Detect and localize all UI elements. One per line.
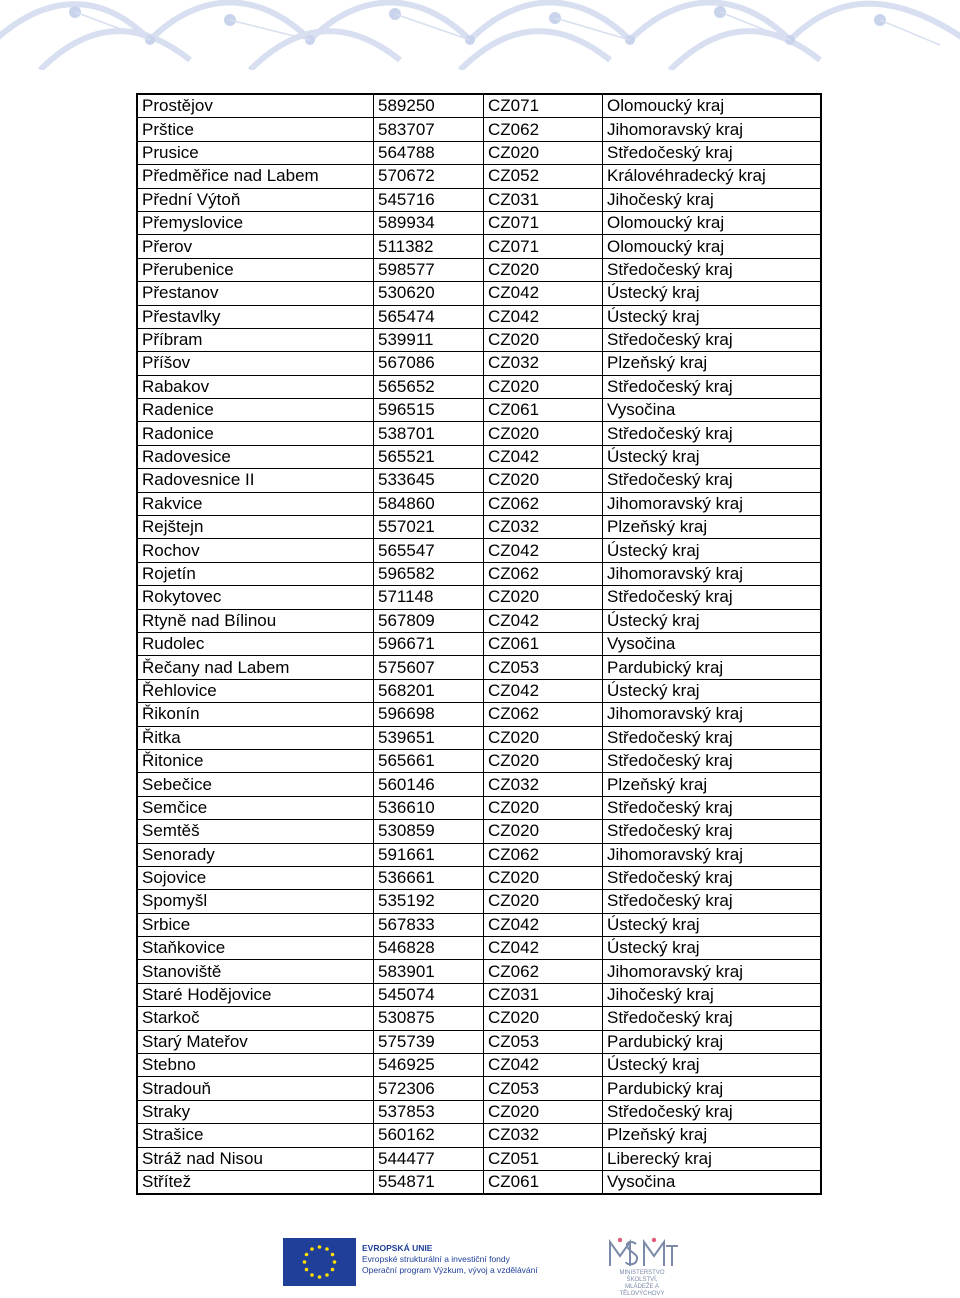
table-row xyxy=(137,1007,821,1030)
eu-star-icon xyxy=(305,1268,309,1272)
table-row xyxy=(137,773,821,796)
municipality-code-cell: 535192 xyxy=(374,890,484,913)
municipality-name-cell: Rokytovec xyxy=(137,586,374,609)
nuts-code-cell: CZ020 xyxy=(484,726,603,749)
municipality-code-cell: 544477 xyxy=(374,1147,484,1170)
region-name-cell: Středočeský kraj xyxy=(603,258,822,281)
nuts-code-cell: CZ042 xyxy=(484,1054,603,1077)
eu-star-icon xyxy=(310,1247,314,1251)
region-name-cell: Vysočina xyxy=(603,399,822,422)
municipality-name-cell: Přerubenice xyxy=(137,258,374,281)
municipality-name-cell: Řikonín xyxy=(137,703,374,726)
municipality-code-cell: 536661 xyxy=(374,866,484,889)
region-name-cell: Jihomoravský kraj xyxy=(603,118,822,141)
municipality-code-cell: 591661 xyxy=(374,843,484,866)
table-row xyxy=(137,820,821,843)
municipality-code-cell: 565547 xyxy=(374,539,484,562)
table-row xyxy=(137,937,821,960)
municipality-name-cell: Řečany nad Labem xyxy=(137,656,374,679)
nuts-code-cell: CZ062 xyxy=(484,703,603,726)
municipality-name-cell: Radenice xyxy=(137,399,374,422)
municipality-code-cell: 575607 xyxy=(374,656,484,679)
region-name-cell: Jihočeský kraj xyxy=(603,983,822,1006)
table-row xyxy=(137,94,821,118)
municipality-name-cell: Starkoč xyxy=(137,1007,374,1030)
municipality-name-cell: Radonice xyxy=(137,422,374,445)
table-row xyxy=(137,141,821,164)
table-row xyxy=(137,305,821,328)
eu-title: EVROPSKÁ UNIE xyxy=(362,1243,433,1253)
ministry-line-2: MLÁDEŽE A TĚLOVÝCHOVY xyxy=(619,1284,665,1297)
table-row xyxy=(137,422,821,445)
eu-star-icon xyxy=(333,1260,337,1264)
table-row xyxy=(137,328,821,351)
municipality-code-cell: 545716 xyxy=(374,188,484,211)
table-row xyxy=(137,539,821,562)
nuts-code-cell: CZ020 xyxy=(484,1007,603,1030)
municipality-name-cell: Stebno xyxy=(137,1054,374,1077)
region-name-cell: Plzeňský kraj xyxy=(603,352,822,375)
municipality-code-cell: 545074 xyxy=(374,983,484,1006)
region-name-cell: Olomoucký kraj xyxy=(603,211,822,234)
eu-star-icon xyxy=(305,1253,309,1257)
municipality-code-cell: 536610 xyxy=(374,796,484,819)
nuts-code-cell: CZ062 xyxy=(484,960,603,983)
municipality-name-cell: Předměřice nad Labem xyxy=(137,165,374,188)
table-row xyxy=(137,1124,821,1147)
ministry-line-1: MINISTERSTVO ŠKOLSTVÍ, xyxy=(619,1270,665,1283)
table-row xyxy=(137,165,821,188)
nuts-code-cell: CZ020 xyxy=(484,258,603,281)
region-name-cell: Středočeský kraj xyxy=(603,141,822,164)
municipality-name-cell: Rejštejn xyxy=(137,516,374,539)
municipality-code-cell: 530875 xyxy=(374,1007,484,1030)
region-name-cell: Plzeňský kraj xyxy=(603,773,822,796)
table-row xyxy=(137,258,821,281)
municipality-code-cell: 546925 xyxy=(374,1054,484,1077)
municipality-code-cell: 554871 xyxy=(374,1170,484,1194)
eu-star-icon xyxy=(318,1275,322,1279)
table-row xyxy=(137,586,821,609)
region-name-cell: Středočeský kraj xyxy=(603,375,822,398)
municipality-name-cell: Stradouň xyxy=(137,1077,374,1100)
municipality-code-cell: 539911 xyxy=(374,328,484,351)
region-name-cell: Vysočina xyxy=(603,1170,822,1194)
table-row xyxy=(137,609,821,632)
region-name-cell: Královéhradecký kraj xyxy=(603,165,822,188)
municipality-code-cell: 583707 xyxy=(374,118,484,141)
municipality-name-cell: Rtyně nad Bílinou xyxy=(137,609,374,632)
table-row xyxy=(137,282,821,305)
region-name-cell: Jihomoravský kraj xyxy=(603,843,822,866)
region-name-cell: Pardubický kraj xyxy=(603,1077,822,1100)
table-row xyxy=(137,1077,821,1100)
table-row xyxy=(137,375,821,398)
municipality-code-cell: 589934 xyxy=(374,211,484,234)
table-row xyxy=(137,1147,821,1170)
nuts-code-cell: CZ062 xyxy=(484,492,603,515)
municipality-name-cell: Příbram xyxy=(137,328,374,351)
municipality-name-cell: Prostějov xyxy=(137,94,374,118)
eu-star-icon xyxy=(331,1253,335,1257)
nuts-code-cell: CZ020 xyxy=(484,796,603,819)
table-row xyxy=(137,983,821,1006)
nuts-code-cell: CZ071 xyxy=(484,94,603,118)
nuts-code-cell: CZ053 xyxy=(484,1030,603,1053)
municipality-name-cell: Rakvice xyxy=(137,492,374,515)
municipality-code-cell: 533645 xyxy=(374,469,484,492)
municipality-name-cell: Přestanov xyxy=(137,282,374,305)
eu-flag-logo xyxy=(283,1238,356,1286)
table-row xyxy=(137,703,821,726)
municipality-name-cell: Přestavlky xyxy=(137,305,374,328)
municipality-code-cell: 565521 xyxy=(374,445,484,468)
municipality-code-cell: 530620 xyxy=(374,282,484,305)
table-row xyxy=(137,492,821,515)
municipality-code-cell: 572306 xyxy=(374,1077,484,1100)
municipality-code-cell: 596515 xyxy=(374,399,484,422)
municipality-code-cell: 596582 xyxy=(374,562,484,585)
table-row xyxy=(137,399,821,422)
table-row xyxy=(137,913,821,936)
nuts-code-cell: CZ020 xyxy=(484,749,603,772)
region-name-cell: Ústecký kraj xyxy=(603,445,822,468)
municipality-code-cell: 565474 xyxy=(374,305,484,328)
municipality-code-cell: 567086 xyxy=(374,352,484,375)
nuts-code-cell: CZ061 xyxy=(484,399,603,422)
table-row xyxy=(137,235,821,258)
region-name-cell: Středočeský kraj xyxy=(603,820,822,843)
nuts-code-cell: CZ042 xyxy=(484,282,603,305)
municipality-name-cell: Sojovice xyxy=(137,866,374,889)
municipality-code-cell: 596698 xyxy=(374,703,484,726)
table-row xyxy=(137,352,821,375)
municipality-code-cell: 596671 xyxy=(374,632,484,655)
region-name-cell: Středočeský kraj xyxy=(603,586,822,609)
nuts-code-cell: CZ032 xyxy=(484,1124,603,1147)
municipality-name-cell: Senorady xyxy=(137,843,374,866)
table-row xyxy=(137,211,821,234)
region-name-cell: Plzeňský kraj xyxy=(603,1124,822,1147)
ministry-text xyxy=(607,1270,677,1298)
nuts-code-cell: CZ042 xyxy=(484,937,603,960)
nuts-code-cell: CZ042 xyxy=(484,609,603,632)
nuts-code-cell: CZ020 xyxy=(484,866,603,889)
nuts-code-cell: CZ062 xyxy=(484,843,603,866)
region-name-cell: Vysočina xyxy=(603,632,822,655)
region-name-cell: Pardubický kraj xyxy=(603,1030,822,1053)
table-row xyxy=(137,866,821,889)
municipality-code-cell: 560162 xyxy=(374,1124,484,1147)
region-name-cell: Ústecký kraj xyxy=(603,305,822,328)
municipality-name-cell: Sebečice xyxy=(137,773,374,796)
municipality-name-cell: Rojetín xyxy=(137,562,374,585)
municipality-code-cell: 530859 xyxy=(374,820,484,843)
municipality-name-cell: Přední Výtoň xyxy=(137,188,374,211)
municipality-code-cell: 568201 xyxy=(374,679,484,702)
table-row xyxy=(137,679,821,702)
municipality-code-cell: 570672 xyxy=(374,165,484,188)
table-row xyxy=(137,796,821,819)
nuts-code-cell: CZ032 xyxy=(484,352,603,375)
table-row xyxy=(137,188,821,211)
municipality-name-cell: Strašice xyxy=(137,1124,374,1147)
eu-star-icon xyxy=(303,1260,307,1264)
municipality-name-cell: Radovesnice II xyxy=(137,469,374,492)
table-row xyxy=(137,469,821,492)
municipality-code-cell: 565661 xyxy=(374,749,484,772)
municipality-table xyxy=(136,93,822,1195)
region-name-cell: Ústecký kraj xyxy=(603,282,822,305)
header-decoration xyxy=(0,0,960,70)
nuts-code-cell: CZ031 xyxy=(484,983,603,1006)
table-row xyxy=(137,1100,821,1123)
region-name-cell: Olomoucký kraj xyxy=(603,235,822,258)
municipality-name-cell: Srbice xyxy=(137,913,374,936)
nuts-code-cell: CZ032 xyxy=(484,773,603,796)
nuts-code-cell: CZ020 xyxy=(484,422,603,445)
table-row xyxy=(137,726,821,749)
table-row xyxy=(137,445,821,468)
nuts-code-cell: CZ020 xyxy=(484,141,603,164)
nuts-code-cell: CZ071 xyxy=(484,235,603,258)
table-row xyxy=(137,749,821,772)
municipality-code-cell: 538701 xyxy=(374,422,484,445)
nuts-code-cell: CZ062 xyxy=(484,118,603,141)
region-name-cell: Jihočeský kraj xyxy=(603,188,822,211)
municipality-name-cell: Střítež xyxy=(137,1170,374,1194)
municipality-name-cell: Přemyslovice xyxy=(137,211,374,234)
municipality-name-cell: Přerov xyxy=(137,235,374,258)
table-row xyxy=(137,1170,821,1194)
region-name-cell: Jihomoravský kraj xyxy=(603,960,822,983)
table-row xyxy=(137,656,821,679)
table-row xyxy=(137,843,821,866)
region-name-cell: Středočeský kraj xyxy=(603,328,822,351)
municipality-code-cell: 567809 xyxy=(374,609,484,632)
nuts-code-cell: CZ042 xyxy=(484,539,603,562)
municipality-name-cell: Prštice xyxy=(137,118,374,141)
nuts-code-cell: CZ052 xyxy=(484,165,603,188)
municipality-code-cell: 537853 xyxy=(374,1100,484,1123)
region-name-cell: Jihomoravský kraj xyxy=(603,492,822,515)
region-name-cell: Pardubický kraj xyxy=(603,656,822,679)
table-row xyxy=(137,1030,821,1053)
nuts-code-cell: CZ020 xyxy=(484,328,603,351)
municipality-code-cell: 584860 xyxy=(374,492,484,515)
municipality-name-cell: Řitonice xyxy=(137,749,374,772)
eu-funds-line: Evropské strukturální a investiční fondy xyxy=(362,1254,510,1264)
table-row xyxy=(137,516,821,539)
municipality-code-cell: 557021 xyxy=(374,516,484,539)
table-body xyxy=(137,94,821,1194)
eu-programme-line: Operační program Výzkum, vývoj a vzdělávání xyxy=(362,1265,538,1275)
region-name-cell: Plzeňský kraj xyxy=(603,516,822,539)
region-name-cell: Ústecký kraj xyxy=(603,539,822,562)
footer xyxy=(0,1230,960,1297)
municipality-name-cell: Radovesice xyxy=(137,445,374,468)
nuts-code-cell: CZ020 xyxy=(484,820,603,843)
nuts-code-cell: CZ061 xyxy=(484,1170,603,1194)
eu-star-icon xyxy=(318,1245,322,1249)
region-name-cell: Olomoucký kraj xyxy=(603,94,822,118)
municipality-name-cell: Semtěš xyxy=(137,820,374,843)
municipality-name-cell: Stanoviště xyxy=(137,960,374,983)
nuts-code-cell: CZ032 xyxy=(484,516,603,539)
municipality-code-cell: 511382 xyxy=(374,235,484,258)
table-row xyxy=(137,960,821,983)
table-row xyxy=(137,890,821,913)
table-row xyxy=(137,118,821,141)
municipality-name-cell: Rabakov xyxy=(137,375,374,398)
municipality-name-cell: Staňkovice xyxy=(137,937,374,960)
eu-star-icon xyxy=(310,1273,314,1277)
region-name-cell: Ústecký kraj xyxy=(603,937,822,960)
municipality-code-cell: 560146 xyxy=(374,773,484,796)
municipality-code-cell: 567833 xyxy=(374,913,484,936)
table-row xyxy=(137,562,821,585)
nuts-code-cell: CZ071 xyxy=(484,211,603,234)
nuts-code-cell: CZ020 xyxy=(484,469,603,492)
municipality-code-cell: 575739 xyxy=(374,1030,484,1053)
region-name-cell: Středočeský kraj xyxy=(603,796,822,819)
region-name-cell: Středočeský kraj xyxy=(603,422,822,445)
municipality-name-cell: Rudolec xyxy=(137,632,374,655)
nuts-code-cell: CZ042 xyxy=(484,445,603,468)
table-row xyxy=(137,1054,821,1077)
municipality-code-cell: 539651 xyxy=(374,726,484,749)
municipality-name-cell: Stráž nad Nisou xyxy=(137,1147,374,1170)
region-name-cell: Středočeský kraj xyxy=(603,749,822,772)
region-name-cell: Středočeský kraj xyxy=(603,1100,822,1123)
region-name-cell: Středočeský kraj xyxy=(603,1007,822,1030)
municipality-name-cell: Staré Hodějovice xyxy=(137,983,374,1006)
eu-star-icon xyxy=(325,1247,329,1251)
nuts-code-cell: CZ053 xyxy=(484,656,603,679)
nuts-code-cell: CZ061 xyxy=(484,632,603,655)
municipality-code-cell: 571148 xyxy=(374,586,484,609)
nuts-code-cell: CZ020 xyxy=(484,375,603,398)
municipality-name-cell: Řehlovice xyxy=(137,679,374,702)
municipality-name-cell: Rochov xyxy=(137,539,374,562)
region-name-cell: Středočeský kraj xyxy=(603,890,822,913)
municipality-code-cell: 565652 xyxy=(374,375,484,398)
eu-star-icon xyxy=(325,1273,329,1277)
nuts-code-cell: CZ062 xyxy=(484,562,603,585)
municipality-code-cell: 583901 xyxy=(374,960,484,983)
municipality-name-cell: Řitka xyxy=(137,726,374,749)
table-row xyxy=(137,632,821,655)
municipality-code-cell: 589250 xyxy=(374,94,484,118)
region-name-cell: Středočeský kraj xyxy=(603,726,822,749)
nuts-code-cell: CZ042 xyxy=(484,913,603,936)
region-name-cell: Jihomoravský kraj xyxy=(603,562,822,585)
nuts-code-cell: CZ020 xyxy=(484,1100,603,1123)
municipality-code-cell: 546828 xyxy=(374,937,484,960)
region-name-cell: Ústecký kraj xyxy=(603,1054,822,1077)
nuts-code-cell: CZ020 xyxy=(484,890,603,913)
nuts-code-cell: CZ042 xyxy=(484,305,603,328)
nuts-code-cell: CZ020 xyxy=(484,586,603,609)
nuts-code-cell: CZ051 xyxy=(484,1147,603,1170)
eu-star-icon xyxy=(331,1268,335,1272)
municipality-name-cell: Prusice xyxy=(137,141,374,164)
eu-funding-text xyxy=(362,1243,538,1276)
region-name-cell: Ústecký kraj xyxy=(603,913,822,936)
region-name-cell: Středočeský kraj xyxy=(603,469,822,492)
municipality-name-cell: Starý Mateřov xyxy=(137,1030,374,1053)
nuts-code-cell: CZ031 xyxy=(484,188,603,211)
municipality-code-cell: 598577 xyxy=(374,258,484,281)
municipality-code-cell: 564788 xyxy=(374,141,484,164)
region-name-cell: Jihomoravský kraj xyxy=(603,703,822,726)
municipality-name-cell: Příšov xyxy=(137,352,374,375)
region-name-cell: Liberecký kraj xyxy=(603,1147,822,1170)
municipality-name-cell: Straky xyxy=(137,1100,374,1123)
municipality-name-cell: Spomyšl xyxy=(137,890,374,913)
region-name-cell: Středočeský kraj xyxy=(603,866,822,889)
nuts-code-cell: CZ042 xyxy=(484,679,603,702)
region-name-cell: Ústecký kraj xyxy=(603,609,822,632)
region-name-cell: Ústecký kraj xyxy=(603,679,822,702)
nuts-code-cell: CZ053 xyxy=(484,1077,603,1100)
municipality-name-cell: Semčice xyxy=(137,796,374,819)
